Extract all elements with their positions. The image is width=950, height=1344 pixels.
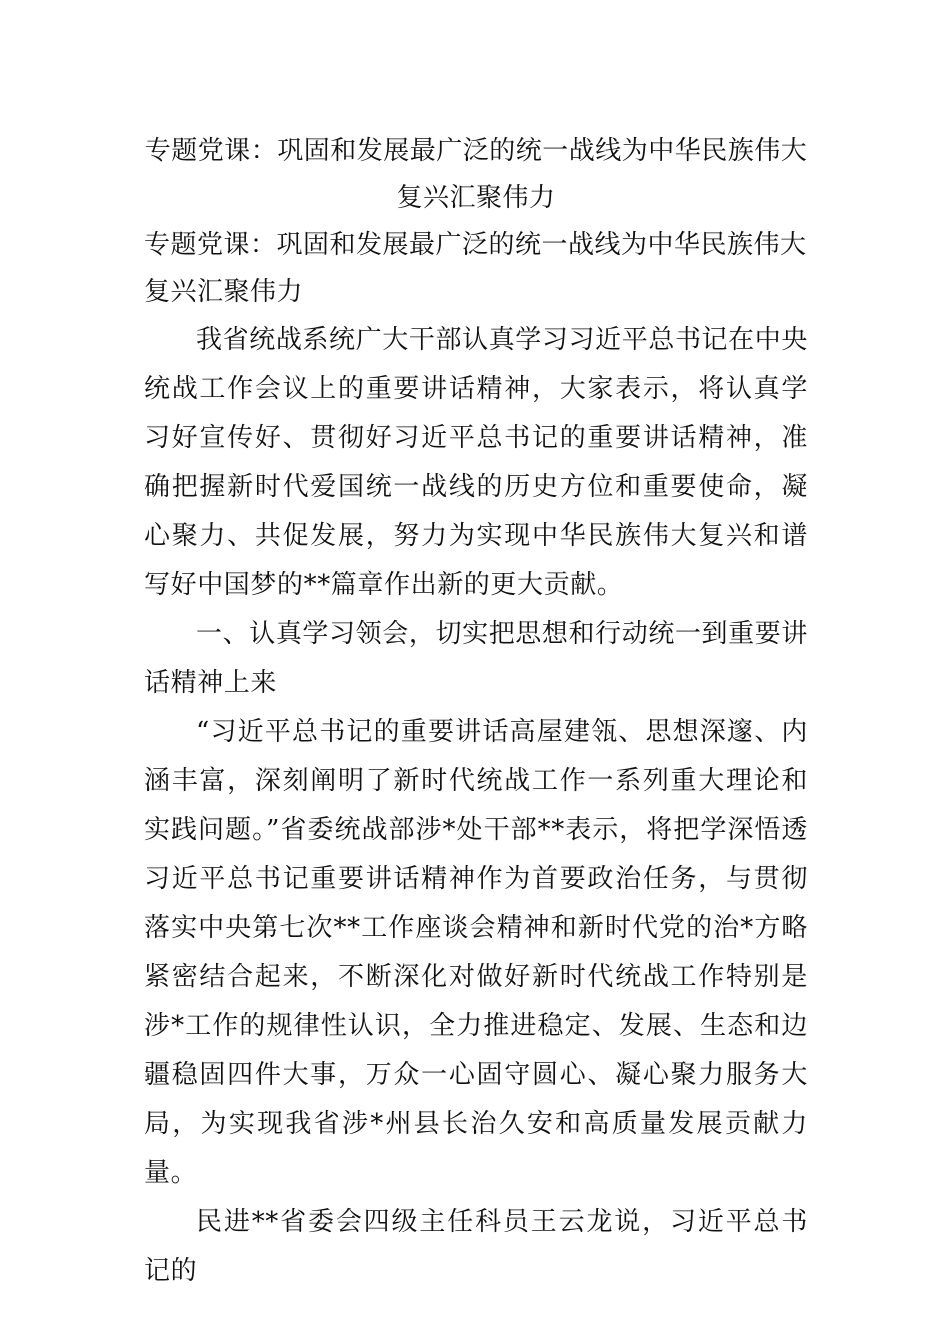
paragraph-intro: 我省统战系统广大干部认真学习习近平总书记在中央统战工作会议上的重要讲话精神，大家表示，将认真学习好宣传好、贯彻好习近平总书记的重要讲话精神，准确把握新时代爱国统一战线的历史方位和重要使命，凝心聚力、共促发展，努力为实现中华民族伟大复兴和谱写好中国梦的**篇章作出新的更大贡献。: [144, 325, 808, 600]
paragraph-quote: “习近平总书记的重要讲话高屋建瓴、思想深邃、内涵丰富，深刻阐明了新时代统战工作一系列重大理论和实践问题。”省委统战部涉*处干部**表示，将把学深悟透习近平总书记重要讲话精神作为首要政治任务，与贯彻落实中央第七次**工作座谈会精神和新时代党的治*方略紧密结合起来，不断深化对做好新时代统战工作特别是涉*工作的规律性认识，全力推进稳定、发展、生态和边疆稳固四件大事，万众一心固守圆心、凝心聚力服务大局，为实现我省涉*州县长治久安和高质量发展贡献力量。: [144, 717, 808, 1188]
section-heading-1: 一、认真学习领会，切实把思想和行动统一到重要讲话精神上来: [144, 619, 808, 698]
document-page: [144, 128, 808, 1296]
title-line-1: 专题党课：巩固和发展最广泛的统一战线为中华民族伟大: [144, 136, 808, 166]
paragraph-continued: 民进**省委会四级主任科员王云龙说，习近平总书记的: [144, 1207, 808, 1286]
document-subtitle: 专题党课：巩固和发展最广泛的统一战线为中华民族伟大复兴汇聚伟力: [144, 230, 807, 307]
title-line-2: 复兴汇聚伟力: [396, 183, 556, 213]
document-title: [144, 128, 808, 222]
